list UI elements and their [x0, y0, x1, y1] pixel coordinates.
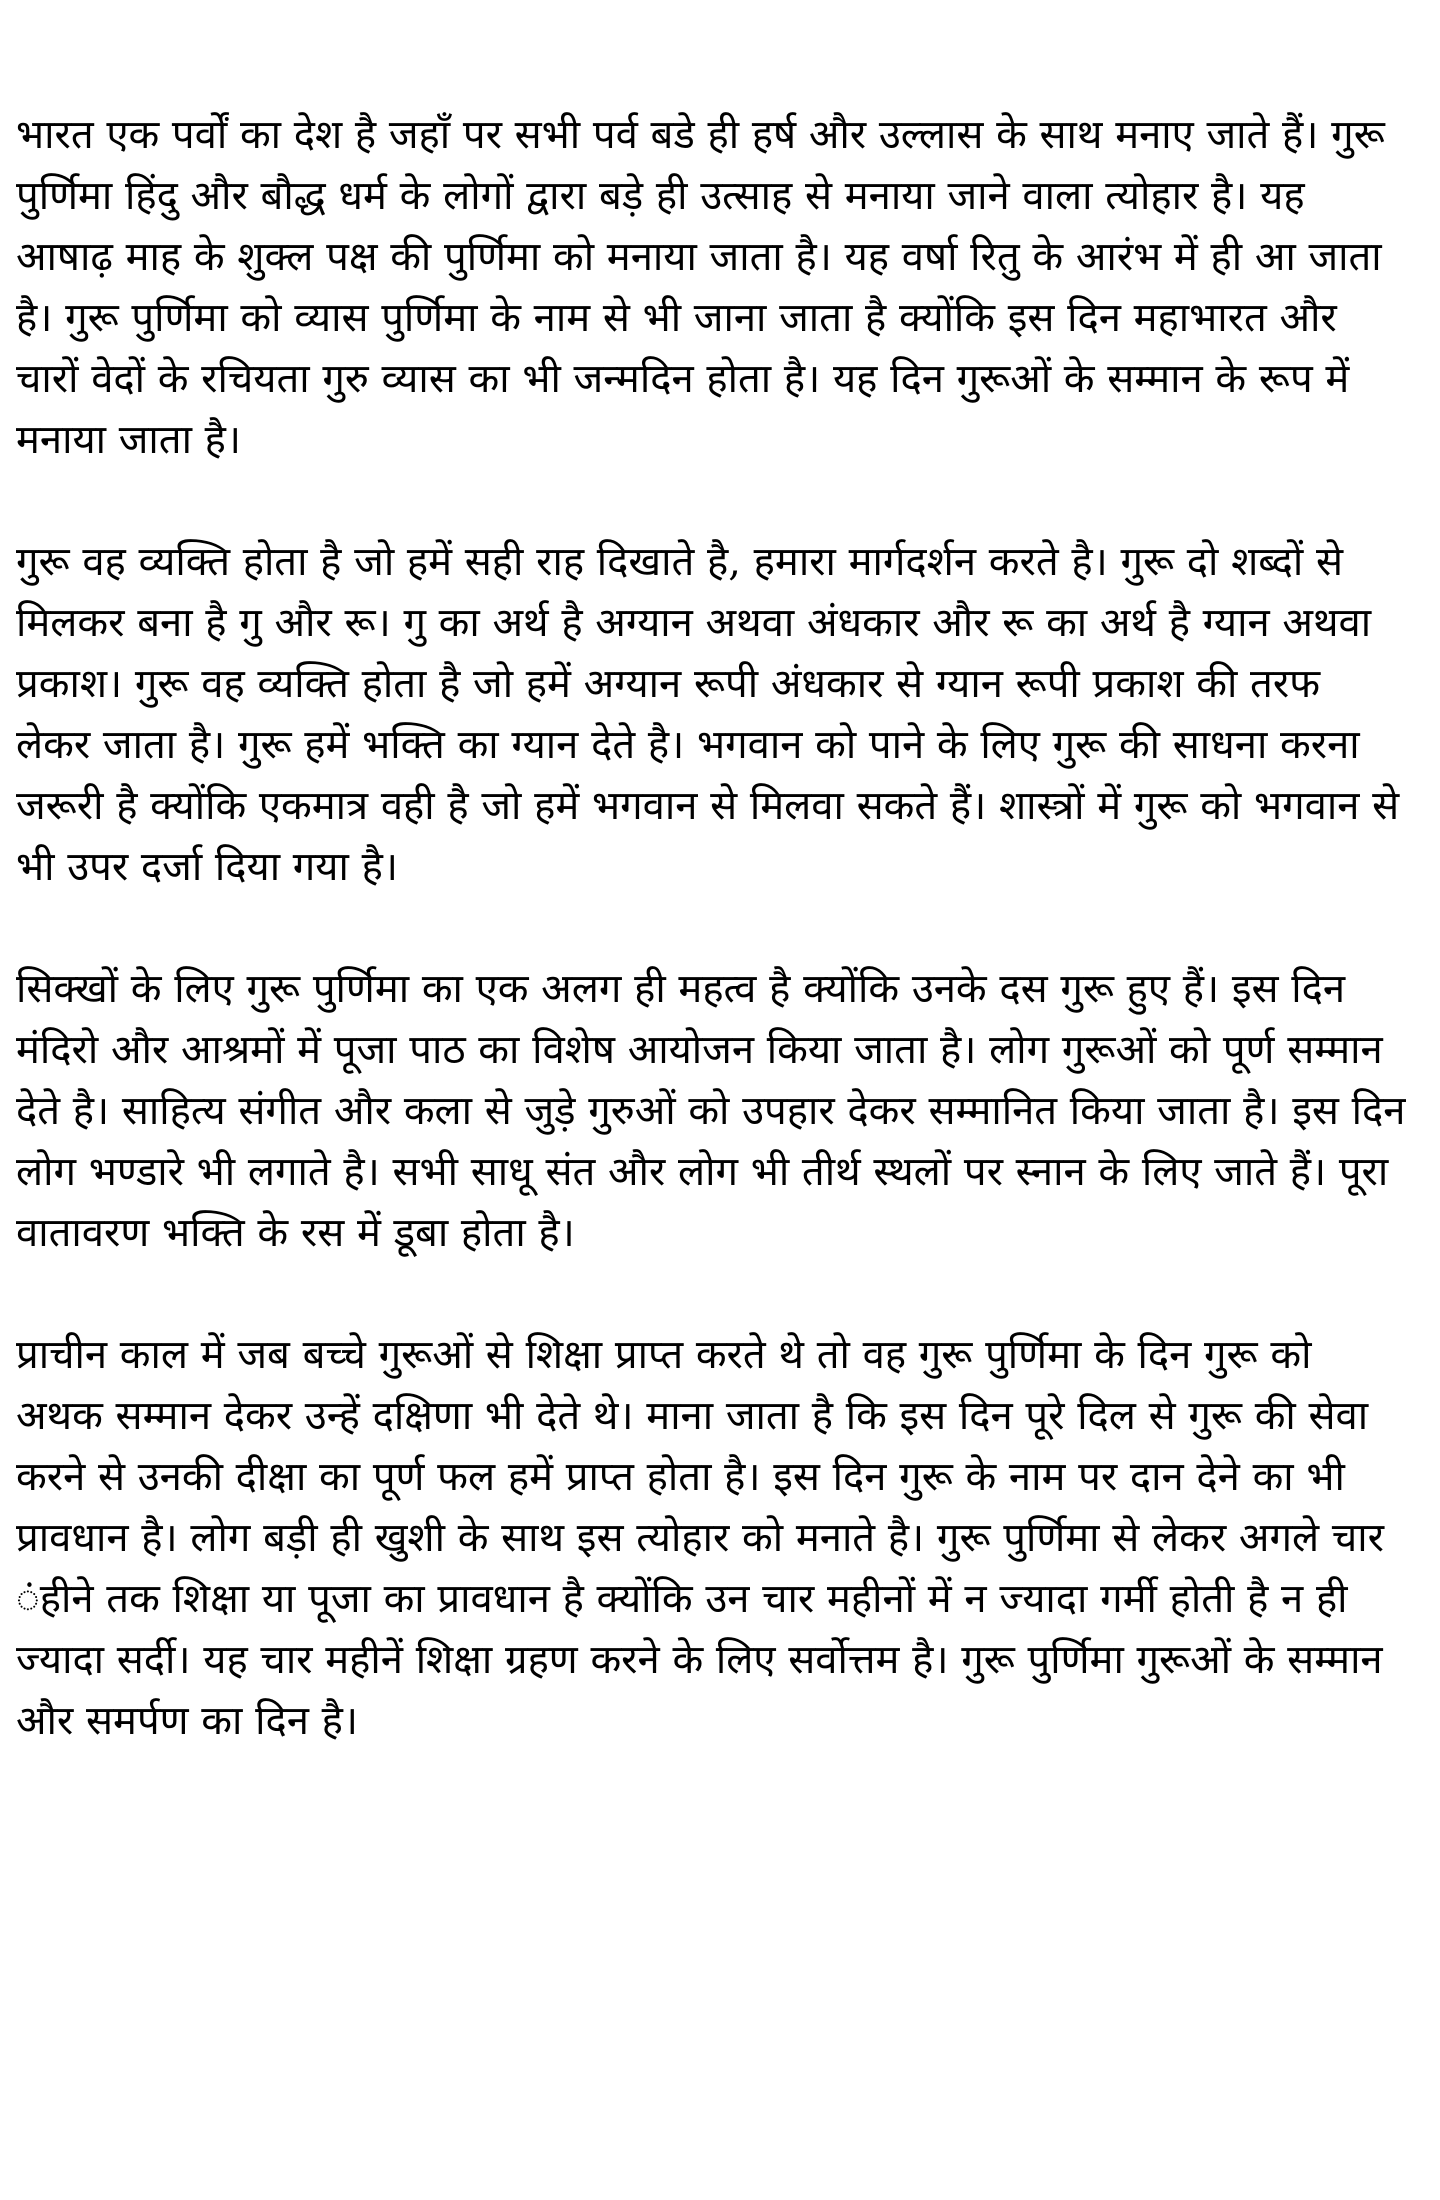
paragraph-sikh-celebration: सिक्खों के लिए गुरू पुर्णिमा का एक अलग ही महत्व है क्योंकि उनके दस गुरू हुए हैं। इस दिन मंदिरो और आश्रमों में पूजा पाठ का विशेष आयोजन किया जाता है। लोग गुरूओं को पूर्ण सम्मान देते है। साहित्य संगीत और कला से जुड़े गुरुओं को उपहार देकर सम्मानित किया जाता है। इस दिन लोग भण्डारे भी लगाते है। सभी साधू संत और लोग भी तीर्थ स्थलों पर स्नान के लिए जाते हैं। पूरा वातावरण भक्ति के रस में डूबा होता है। [16, 966, 1406, 1256]
paragraph-guru-meaning: गुरू वह व्यक्ति होता है जो हमें सही राह दिखाते है, हमारा मार्गदर्शन करते है। गुरू दो शब्दों से मिलकर बना है गु और रू। गु का अर्थ है अग्यान अथवा अंधकार और रू का अर्थ है ग्यान अथवा प्रकाश। गुरू वह व्यक्ति होता है जो हमें अग्यान रूपी अंधकार से ग्यान रूपी प्रकाश की तरफ लेकर जाता है। गुरू हमें भक्ति का ग्यान देते है। भगवान को पाने के लिए गुरू की साधना करना जरूरी है क्योंकि एकमात्र वही है जो हमें भगवान से मिलवा सकते हैं। शास्त्रों में गुरू को भगवान से भी उपर दर्जा दिया गया है। [16, 539, 1400, 890]
paragraph-intro: भारत एक पर्वों का देश है जहाँ पर सभी पर्व बडे ही हर्ष और उल्लास के साथ मनाए जाते हैं। गुरू पुर्णिमा हिंदु और बौद्ध धर्म के लोगों द्वारा बड़े ही उत्साह से मनाया जाने वाला त्योहार है। यह आषाढ़ माह के शुक्ल पक्ष की पुर्णिमा को मनाया जाता है। यह वर्षा रितु के आरंभ में ही आ जाता है। गुरू पुर्णिमा को व्यास पुर्णिमा के नाम से भी जाना जाता है क्योंकि इस दिन महाभारत और चारों वेदों के रचियता गुरु व्यास का भी जन्मदिन होता है। यह दिन गुरूओं के सम्मान के रूप में मनाया जाता है। [16, 112, 1385, 463]
paragraph-ancient-tradition: प्राचीन काल में जब बच्चे गुरूओं से शिक्षा प्राप्त करते थे तो वह गुरू पुर्णिमा के दिन गुरू को अथक सम्मान देकर उन्हें दक्षिणा भी देते थे। माना जाता है कि इस दिन पूरे दिल से गुरू की सेवा करने से उनकी दीक्षा का पूर्ण फल हमें प्राप्त होता है। इस दिन गुरू के नाम पर दान देने का भी प्रावधान है। लोग बड़ी ही खुशी के साथ इस त्योहार को मनाते है। गुरू पुर्णिमा से लेकर अगले चार ंहीने तक शिक्षा या पूजा का प्रावधान है क्योंकि उन चार महीनों में न ज्यादा गर्मी होती है न ही ज्यादा सर्दी। यह चार महीनें शिक्षा ग्रहण करने के लिए सर्वोत्तम है। गुरू पुर्णिमा गुरूओं के सम्मान और समर्पण का दिन है। [16, 1332, 1384, 1744]
essay-body [16, 105, 1406, 1752]
